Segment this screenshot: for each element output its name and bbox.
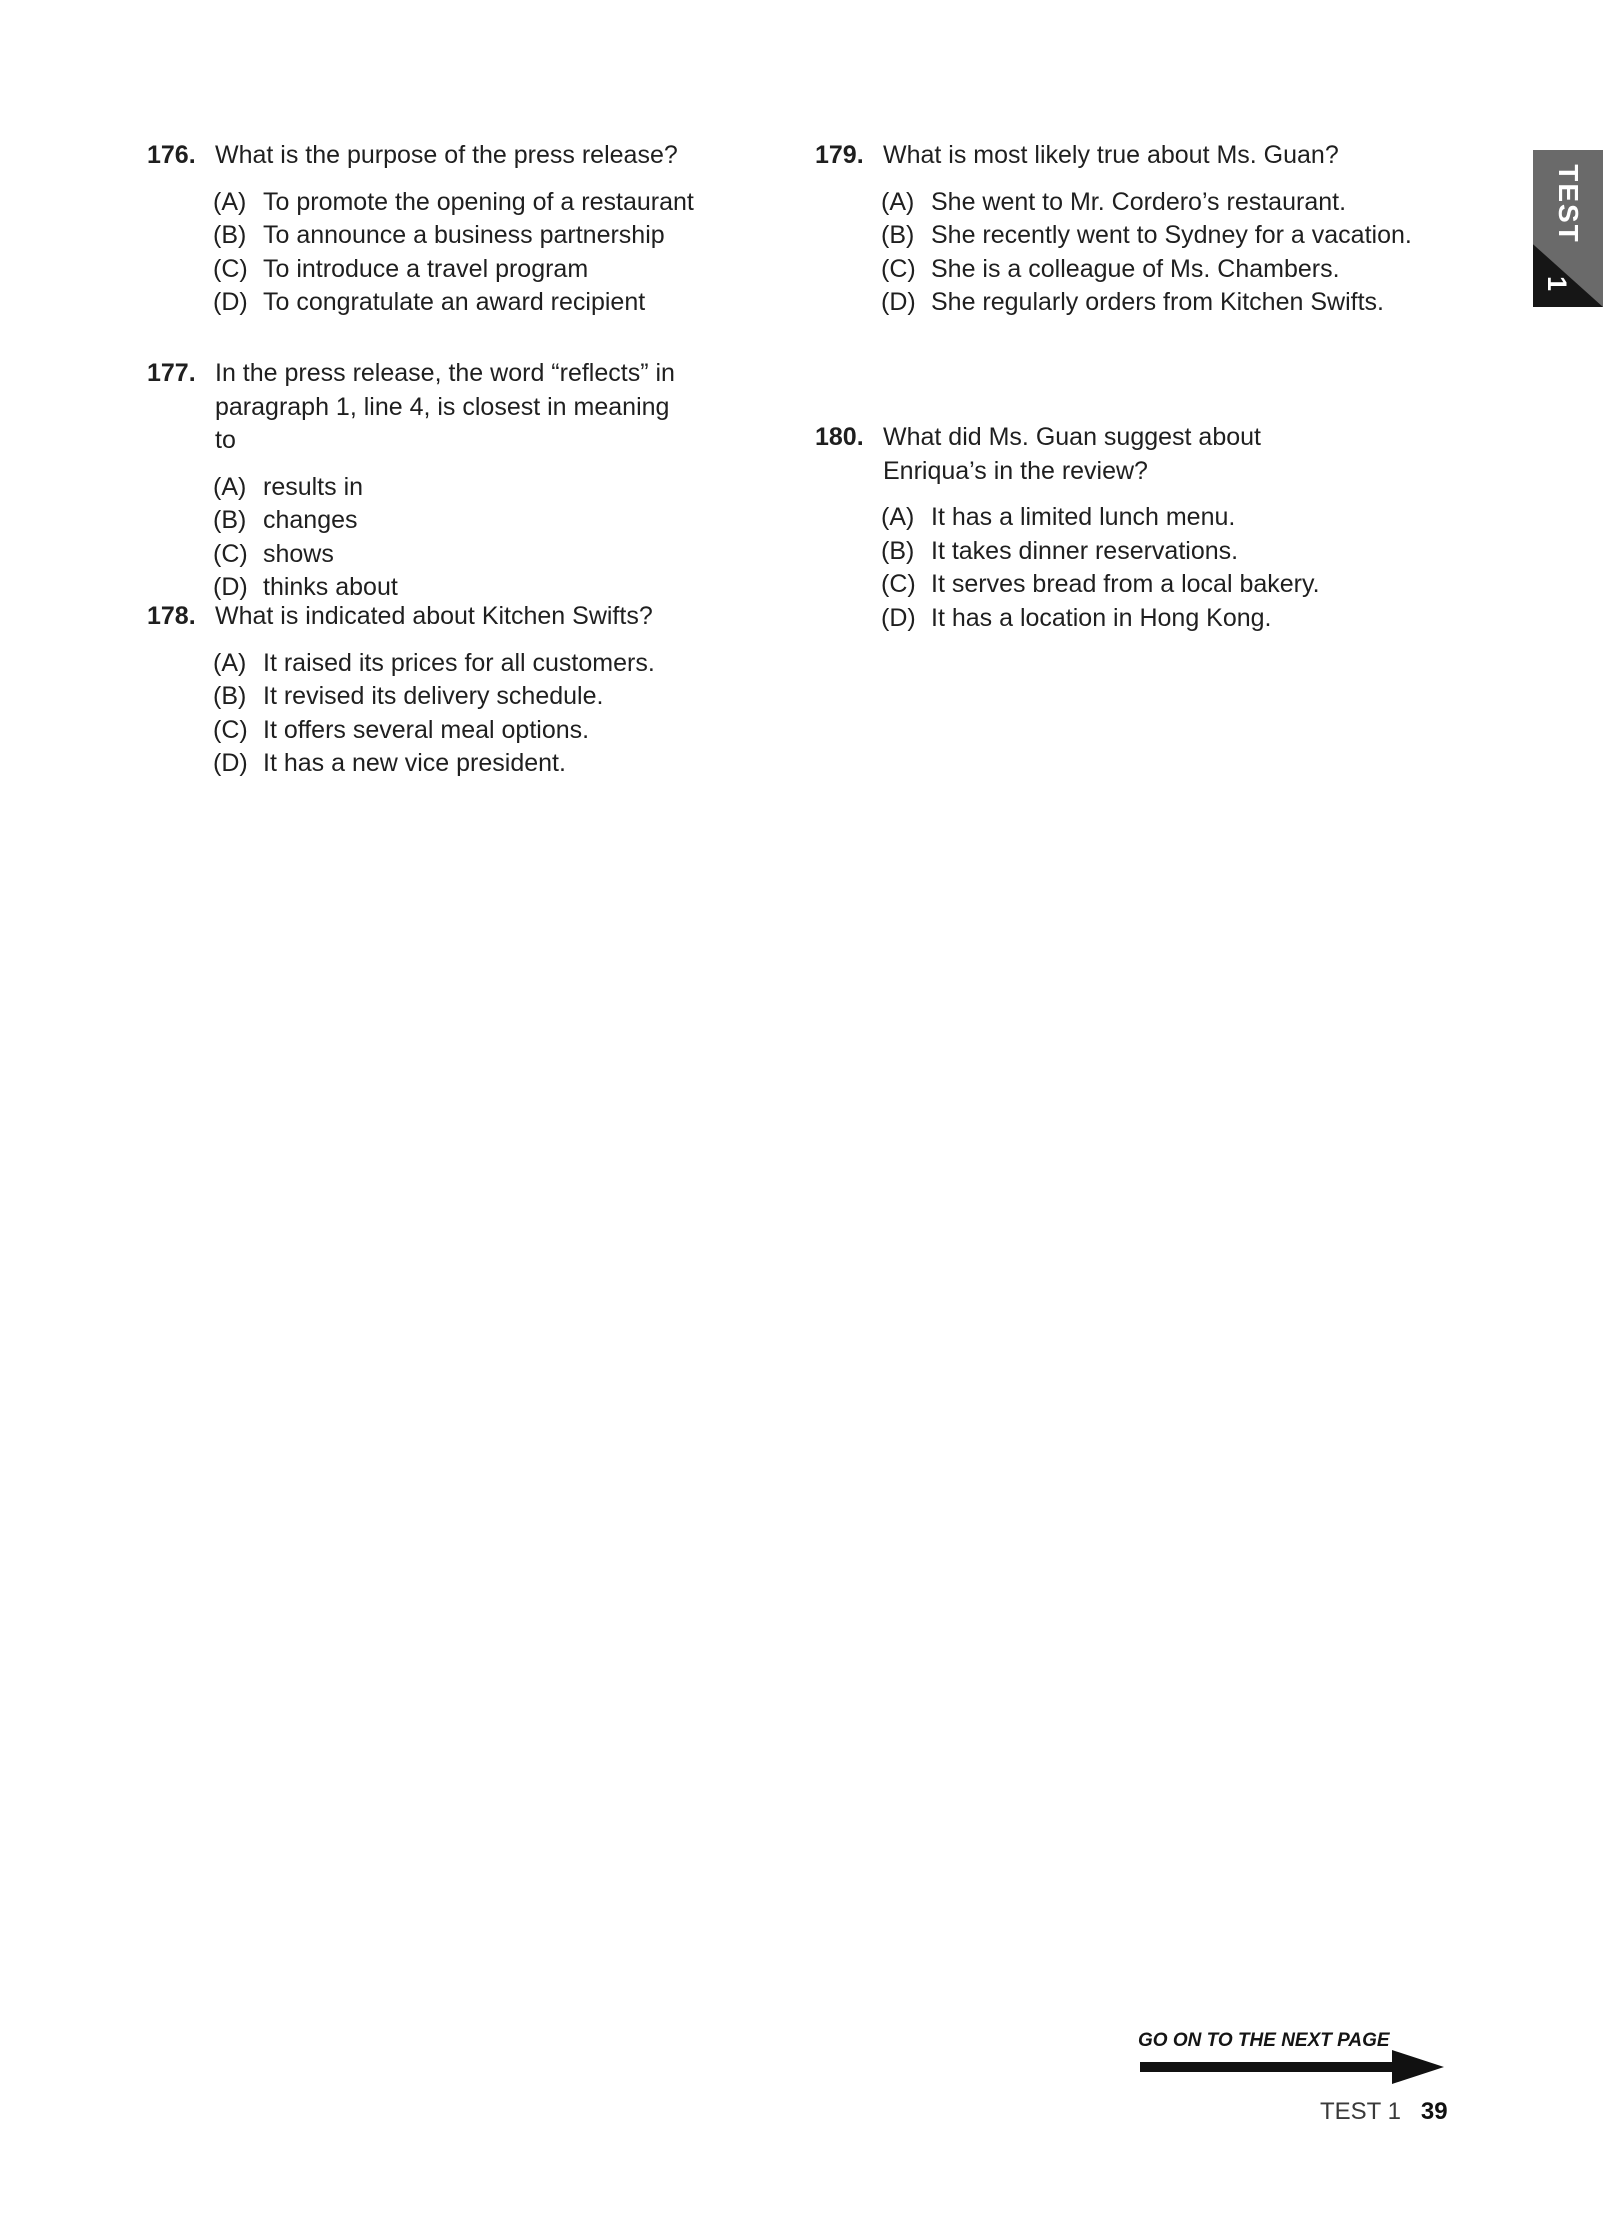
page-footer [1320,2098,1448,2126]
go-on-text: GO ON TO THE NEXT PAGE [1138,2030,1390,2051]
option-row [881,568,1418,602]
option-text: It offers several meal options. [263,715,590,744]
question-number: 177. [147,359,196,387]
option-row [213,538,750,572]
question-number: 176. [147,141,196,169]
option-row [213,219,750,253]
option-label: (A) [881,187,915,216]
options-list [213,186,750,320]
option-label: (C) [213,254,248,283]
tab-test-number: 1 [1542,275,1573,292]
question-number: 180. [815,423,864,451]
option-text: It has a location in Hong Kong. [931,603,1272,632]
option-text: changes [263,506,358,534]
option-text: It raised its prices for all customers. [263,648,655,677]
option-row [213,253,750,287]
question-180 [815,421,1418,635]
question-number: 179. [815,141,864,169]
option-text: It has a limited lunch menu. [931,503,1236,531]
option-text: To promote the opening of a restaurant [263,187,694,216]
option-label: (D) [881,288,916,316]
test-side-tab [1533,150,1603,307]
option-row [213,714,750,748]
option-row [881,186,1418,220]
option-row [213,286,750,320]
question-179 [815,139,1418,320]
options-list [881,186,1418,320]
option-row [881,535,1418,569]
options-list [213,471,750,605]
option-text: She is a colleague of Ms. Chambers. [931,254,1340,283]
option-row [213,504,750,538]
option-row [213,680,750,714]
question-header [147,357,750,458]
option-row [213,747,750,781]
question-177 [147,357,750,605]
options-list [213,647,750,781]
option-text: shows [263,539,334,568]
footer-test-label: TEST 1 [1320,2098,1401,2125]
option-text: To congratulate an award recipient [263,288,646,316]
option-label: (D) [213,288,248,316]
option-text: To announce a business partnership [263,221,665,249]
option-text: It serves bread from a local bakery. [931,570,1320,598]
option-label: (D) [213,749,248,777]
option-row [881,219,1418,253]
option-label: (C) [881,254,916,283]
question-header [815,139,1418,173]
option-label: (B) [213,221,247,249]
option-label: (D) [213,573,248,601]
option-row [881,501,1418,535]
question-text: In the press release, the word “reflects” in paragraph 1, line 4, is closest in meaning to [215,359,675,454]
option-label: (B) [213,506,247,534]
option-text: results in [263,472,364,501]
tab-test-text: TEST [1553,164,1584,244]
option-text: To introduce a travel program [263,254,589,283]
option-row [881,602,1418,636]
option-text: It takes dinner reservations. [931,536,1239,565]
option-label: (A) [213,472,247,501]
option-text: She regularly orders from Kitchen Swifts. [931,288,1384,316]
option-label: (A) [213,187,247,216]
question-text: What is the purpose of the press release? [215,141,678,169]
option-row [881,286,1418,320]
option-row [881,253,1418,287]
option-label: (B) [881,536,915,565]
question-number: 178. [147,602,196,630]
option-row [213,186,750,220]
option-label: (C) [213,715,248,744]
option-label: (B) [213,682,247,710]
options-list [881,501,1418,635]
option-row [213,647,750,681]
option-text: It has a new vice president. [263,749,566,777]
option-text: She went to Mr. Cordero’s restaurant. [931,187,1347,216]
option-label: (D) [881,603,916,632]
next-page-arrow-head [1392,2050,1444,2084]
option-label: (C) [213,539,248,568]
question-header [147,139,750,173]
option-row [213,471,750,505]
question-178 [147,600,750,781]
option-label: (B) [881,221,915,249]
question-text: What did Ms. Guan suggest about Enriqua’s in the review? [883,423,1261,485]
option-label: (C) [881,570,916,598]
option-text: thinks about [263,573,398,601]
option-text: She recently went to Sydney for a vacation. [931,221,1412,249]
footer-page-number: 39 [1420,2098,1448,2125]
next-page-arrow [1140,2062,1396,2072]
question-header [815,421,1418,488]
question-176 [147,139,750,320]
question-text: What is most likely true about Ms. Guan? [883,141,1339,169]
tab-test-label [1533,156,1603,252]
question-header [147,600,750,634]
question-text: What is indicated about Kitchen Swifts? [215,602,653,630]
option-label: (A) [213,648,247,677]
option-text: It revised its delivery schedule. [263,682,604,710]
option-label: (A) [881,503,915,531]
